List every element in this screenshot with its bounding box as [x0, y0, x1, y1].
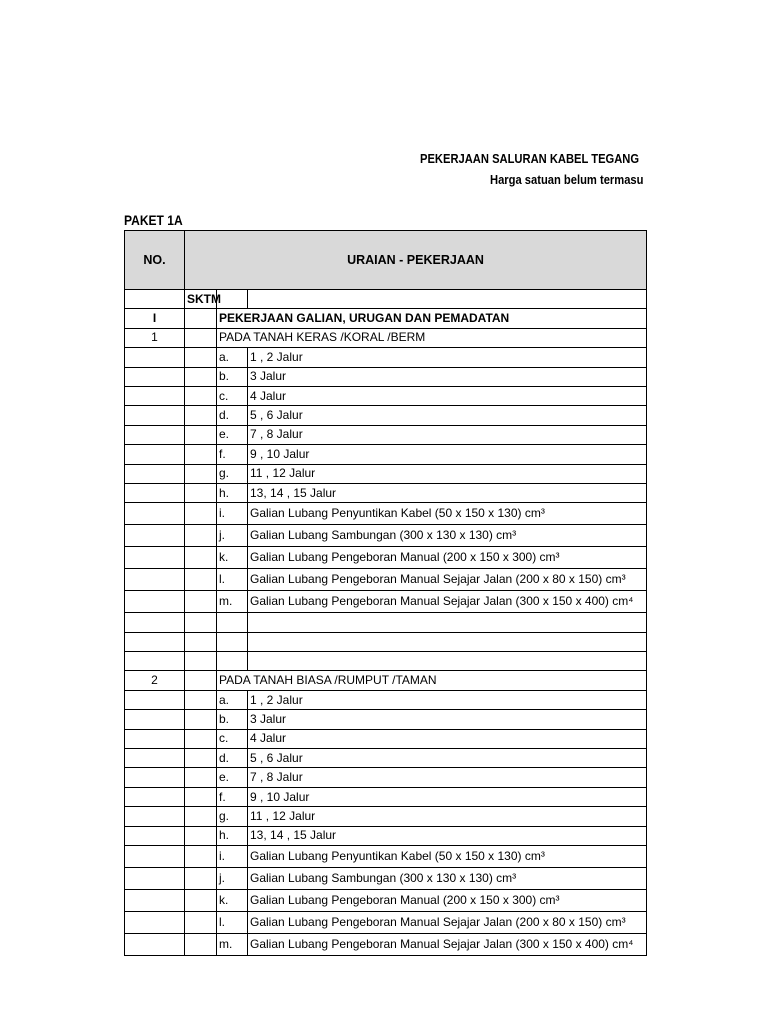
empty-row — [125, 613, 647, 632]
table-row — [125, 445, 647, 464]
item-letter: i. — [217, 503, 248, 525]
group-header-row — [125, 671, 647, 690]
item-description: 13, 14 , 15 Jalur — [248, 826, 647, 845]
table-header-row — [125, 231, 647, 290]
document-subtitle: Harga satuan belum termasu — [490, 172, 644, 187]
item-description: Galian Lubang Sambungan (300 x 130 x 130) cm³ — [248, 867, 647, 889]
item-description: Galian Lubang Pengeboran Manual (200 x 150 x 300) cm³ — [248, 889, 647, 911]
item-description: 9 , 10 Jalur — [248, 787, 647, 806]
table-row — [125, 729, 647, 748]
section-number: I — [125, 309, 185, 328]
item-letter: f. — [217, 787, 248, 806]
table-row — [125, 425, 647, 444]
table-row — [125, 787, 647, 806]
item-letter: c. — [217, 386, 248, 405]
item-description: 5 , 6 Jalur — [248, 749, 647, 768]
item-letter: h. — [217, 483, 248, 502]
item-letter: m. — [217, 591, 248, 613]
section-title: PEKERJAAN GALIAN, URUGAN DAN PEMADATAN — [217, 309, 647, 328]
column-header-no: NO. — [125, 231, 185, 290]
item-description: 1 , 2 Jalur — [248, 690, 647, 709]
item-description: 7 , 8 Jalur — [248, 768, 647, 787]
table-row — [125, 464, 647, 483]
group-number: 2 — [125, 671, 185, 690]
item-letter: g. — [217, 464, 248, 483]
item-description: 9 , 10 Jalur — [248, 445, 647, 464]
table-row — [125, 867, 647, 889]
item-description: Galian Lubang Pengeboran Manual (200 x 150 x 300) cm³ — [248, 547, 647, 569]
item-description: Galian Lubang Pengeboran Manual Sejajar Jalan (200 x 80 x 150) cm³ — [248, 569, 647, 591]
item-letter: j. — [217, 867, 248, 889]
item-description: 4 Jalur — [248, 729, 647, 748]
table-row — [125, 911, 647, 933]
table-row — [125, 525, 647, 547]
item-description: 1 , 2 Jalur — [248, 348, 647, 367]
item-description: Galian Lubang Pengeboran Manual Sejajar Jalan (200 x 80 x 150) cm³ — [248, 911, 647, 933]
table-row — [125, 749, 647, 768]
paket-label: PAKET 1A — [124, 212, 183, 228]
column-header-uraian: URAIAN - PEKERJAAN — [185, 231, 647, 290]
item-letter: l. — [217, 911, 248, 933]
item-letter: f. — [217, 445, 248, 464]
table-row — [125, 845, 647, 867]
item-description: 13, 14 , 15 Jalur — [248, 483, 647, 502]
item-letter: a. — [217, 348, 248, 367]
item-letter: l. — [217, 569, 248, 591]
item-letter: j. — [217, 525, 248, 547]
table-row — [125, 406, 647, 425]
section-row — [125, 309, 647, 328]
item-letter: h. — [217, 826, 248, 845]
item-letter: m. — [217, 933, 248, 955]
item-description: 7 , 8 Jalur — [248, 425, 647, 444]
item-letter: g. — [217, 807, 248, 826]
item-letter: k. — [217, 889, 248, 911]
table-row — [125, 768, 647, 787]
item-description: Galian Lubang Pengeboran Manual Sejajar Jalan (300 x 150 x 400) cm⁴ — [248, 933, 647, 955]
item-description: 3 Jalur — [248, 710, 647, 729]
item-description: 3 Jalur — [248, 367, 647, 386]
item-description: 4 Jalur — [248, 386, 647, 405]
table-row — [125, 348, 647, 367]
empty-row — [125, 652, 647, 671]
item-letter: d. — [217, 749, 248, 768]
group-header-row — [125, 328, 647, 347]
item-description: 5 , 6 Jalur — [248, 406, 647, 425]
table-row — [125, 503, 647, 525]
sktm-label: SKTM — [185, 290, 217, 309]
table-row — [125, 690, 647, 709]
item-letter: k. — [217, 547, 248, 569]
table-row — [125, 933, 647, 955]
item-letter: e. — [217, 768, 248, 787]
group-number: 1 — [125, 328, 185, 347]
item-letter: a. — [217, 690, 248, 709]
item-letter: c. — [217, 729, 248, 748]
item-letter: i. — [217, 845, 248, 867]
item-description: Galian Lubang Pengeboran Manual Sejajar Jalan (300 x 150 x 400) cm⁴ — [248, 591, 647, 613]
item-description: Galian Lubang Penyuntikan Kabel (50 x 150 x 130) cm³ — [248, 845, 647, 867]
item-description: 11 , 12 Jalur — [248, 464, 647, 483]
table-row — [125, 826, 647, 845]
table-row — [125, 807, 647, 826]
group-title: PADA TANAH KERAS /KORAL /BERM — [217, 328, 647, 347]
table-row — [125, 386, 647, 405]
table-row — [125, 569, 647, 591]
sktm-row — [125, 290, 647, 309]
document-title: PEKERJAAN SALURAN KABEL TEGANG — [420, 151, 640, 166]
table-row — [125, 483, 647, 502]
table-row — [125, 889, 647, 911]
table-row — [125, 547, 647, 569]
item-description: Galian Lubang Penyuntikan Kabel (50 x 150 x 130) cm³ — [248, 503, 647, 525]
item-description: 11 , 12 Jalur — [248, 807, 647, 826]
item-letter: b. — [217, 367, 248, 386]
table-row — [125, 367, 647, 386]
group-title: PADA TANAH BIASA /RUMPUT /TAMAN — [217, 671, 647, 690]
item-description: Galian Lubang Sambungan (300 x 130 x 130) cm³ — [248, 525, 647, 547]
empty-row — [125, 632, 647, 651]
item-letter: e. — [217, 425, 248, 444]
item-letter: d. — [217, 406, 248, 425]
work-items-table — [124, 230, 647, 956]
table-row — [125, 710, 647, 729]
table-row — [125, 591, 647, 613]
item-letter: b. — [217, 710, 248, 729]
